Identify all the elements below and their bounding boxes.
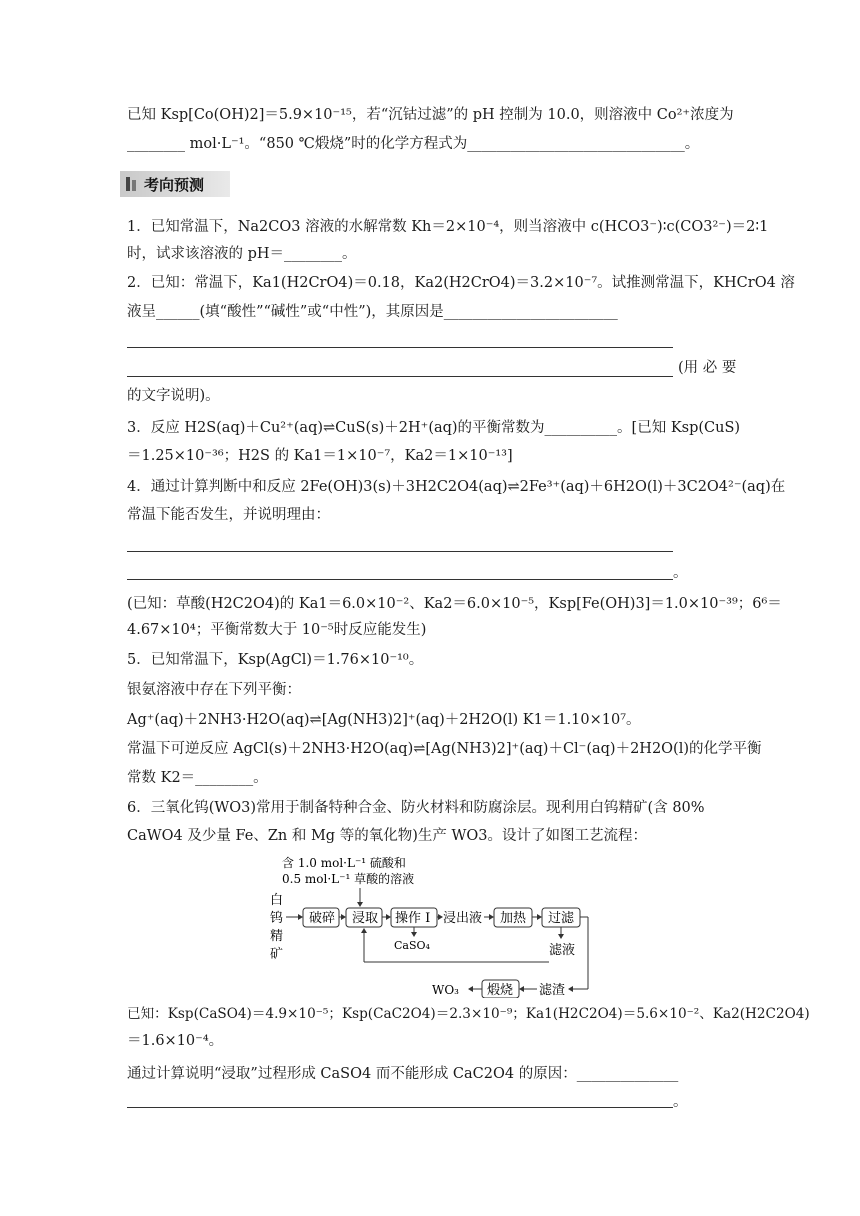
flow-arrow: [568, 986, 573, 992]
calcine-label: 煅烧: [487, 983, 514, 998]
q3-line-2: ＝1.25×10⁻³⁶；H2S 的 Ka1＝1×10⁻⁷，Ka2＝1×10⁻¹³]: [127, 448, 513, 464]
leachate-label: 浸出液: [443, 911, 483, 926]
answer-blank: [127, 376, 673, 377]
filter-label: 过滤: [548, 911, 575, 926]
flow-arrow: [411, 932, 417, 937]
q5-line-1: 5．已知常温下，Ksp(AgCl)＝1.76×10⁻¹⁰。: [127, 652, 424, 668]
flow-arrow: [361, 928, 367, 933]
q2-line-3: (用 必 要: [678, 360, 737, 376]
flow-arrow: [537, 914, 542, 920]
q1-line-2: 时，试求该溶液的 pH＝________。: [127, 246, 357, 262]
caso4-label: CaSO₄: [394, 939, 430, 952]
flow-arrow: [357, 902, 363, 907]
answer-blank: [127, 1107, 673, 1108]
heat-label: 加热: [500, 911, 527, 926]
q4-line-3: 。: [673, 565, 688, 581]
reagent-label: 0.5 mol·L⁻¹ 草酸的溶液: [282, 872, 415, 886]
q2-line-4: 的文字说明)。: [127, 388, 220, 404]
q6-known-2: ＝1.6×10⁻⁴。: [127, 1033, 224, 1049]
q6-line-4: 。: [673, 1094, 688, 1110]
flow-arrow: [558, 934, 564, 939]
flow-arrow: [468, 986, 473, 992]
q4-note-2: 4.67×10⁴；平衡常数大于 10⁻⁵时反应能发生): [127, 622, 427, 638]
section-heading: [120, 171, 230, 197]
feed-label: 精: [270, 929, 284, 944]
reagent-label: 含 1.0 mol·L⁻¹ 硫酸和: [282, 856, 406, 870]
q4-note-1: (已知：草酸(H2C2O4)的 Ka1＝6.0×10⁻²、Ka2＝6.0×10⁻⁵，Ksp[Fe(OH)3]＝1.0×10⁻³⁹；6⁶＝: [127, 596, 782, 612]
operation-label: 操作 I: [395, 911, 431, 926]
q2-line-2: 液呈______(填“酸性”“碱性”或“中性”)，其原因是________________________: [127, 304, 618, 320]
flow-arrow: [519, 986, 524, 992]
heading-bar-icon: [126, 177, 130, 191]
q4-line-2: 常温下能否发生，并说明理由：: [127, 507, 330, 523]
heading-bar-icon: [132, 180, 136, 191]
filtrate-label: 滤液: [549, 943, 576, 958]
answer-blank: [127, 347, 673, 348]
text-line-2: ________ mol·L⁻¹。“850 ℃煅烧”时的化学方程式为______________________________。: [127, 136, 700, 152]
product-label: WO₃: [432, 983, 459, 997]
q6-line-3: 通过计算说明“浸取”过程形成 CaSO4 而不能形成 CaC2O4 的原因：______________: [127, 1066, 679, 1082]
q3-line-1: 3．反应 H2S(aq)＋Cu²⁺(aq)⇌CuS(s)＋2H⁺(aq)的平衡常数为__________。[已知 Ksp(CuS): [127, 420, 741, 436]
flow-arrow: [489, 914, 494, 920]
answer-blank: [127, 579, 673, 580]
q5-line-3: Ag⁺(aq)＋2NH3·H2O(aq)⇌[Ag(NH3)2]⁺(aq)＋2H2O(l) K1＝1.10×10⁷。: [127, 712, 641, 728]
q5-line-5: 常数 K2＝________。: [127, 770, 268, 786]
flow-arrow: [341, 914, 346, 920]
feed-label: 矿: [270, 947, 284, 962]
q5-line-2: 银氨溶液中存在下列平衡：: [127, 682, 301, 698]
q5-line-4: 常温下可逆反应 AgCl(s)＋2NH3·H2O(aq)⇌[Ag(NH3)2]⁺(aq)＋Cl⁻(aq)＋2H2O(l)的化学平衡: [127, 741, 762, 757]
section-heading-label: 考向预测: [144, 176, 205, 194]
q6-line-1: 6．三氧化钨(WO3)常用于制备特种合金、防火材料和防腐涂层。现利用白钨精矿(含 80%: [127, 800, 705, 816]
crush-label: 破碎: [309, 911, 336, 926]
q2-line-1: 2．已知：常温下，Ka1(H2CrO4)＝0.18，Ka2(H2CrO4)＝3.2×10⁻⁷。试推测常温下，KHCrO4 溶: [127, 275, 795, 291]
residue-label: 滤渣: [539, 983, 566, 998]
answer-blank: [127, 551, 673, 552]
q6-known-1: 已知：Ksp(CaSO4)＝4.9×10⁻⁵；Ksp(CaC2O4)＝2.3×10⁻⁹；Ka1(H2C2O4)＝5.6×10⁻²、Ka2(H2C2O4): [127, 1006, 810, 1022]
q1-line-1: 1．已知常温下，Na2CO3 溶液的水解常数 Kh＝2×10⁻⁴，则当溶液中 c(HCO3⁻)∶c(CO3²⁻)＝2∶1: [127, 219, 769, 235]
feed-label: 钨: [270, 911, 284, 926]
flow-arrow: [298, 914, 303, 920]
feed-label: 白: [270, 893, 284, 908]
q4-line-1: 4．通过计算判断中和反应 2Fe(OH)3(s)＋3H2C2O4(aq)⇌2Fe³⁺(aq)＋6H2O(l)＋3C2O4²⁻(aq)在: [127, 479, 786, 495]
process-flowchart: [266, 852, 596, 998]
q6-line-2: CaWO4 及少量 Fe、Zn 和 Mg 等的氧化物)生产 WO3。设计了如图工艺流程：: [127, 828, 647, 844]
flow-arrow: [386, 914, 391, 920]
text-line-1: 已知 Ksp[Co(OH)2]＝5.9×10⁻¹⁵，若“沉钴过滤”的 pH 控制为 10.0，则溶液中 Co²⁺浓度为: [127, 107, 734, 123]
leach-label: 浸取: [352, 911, 379, 926]
